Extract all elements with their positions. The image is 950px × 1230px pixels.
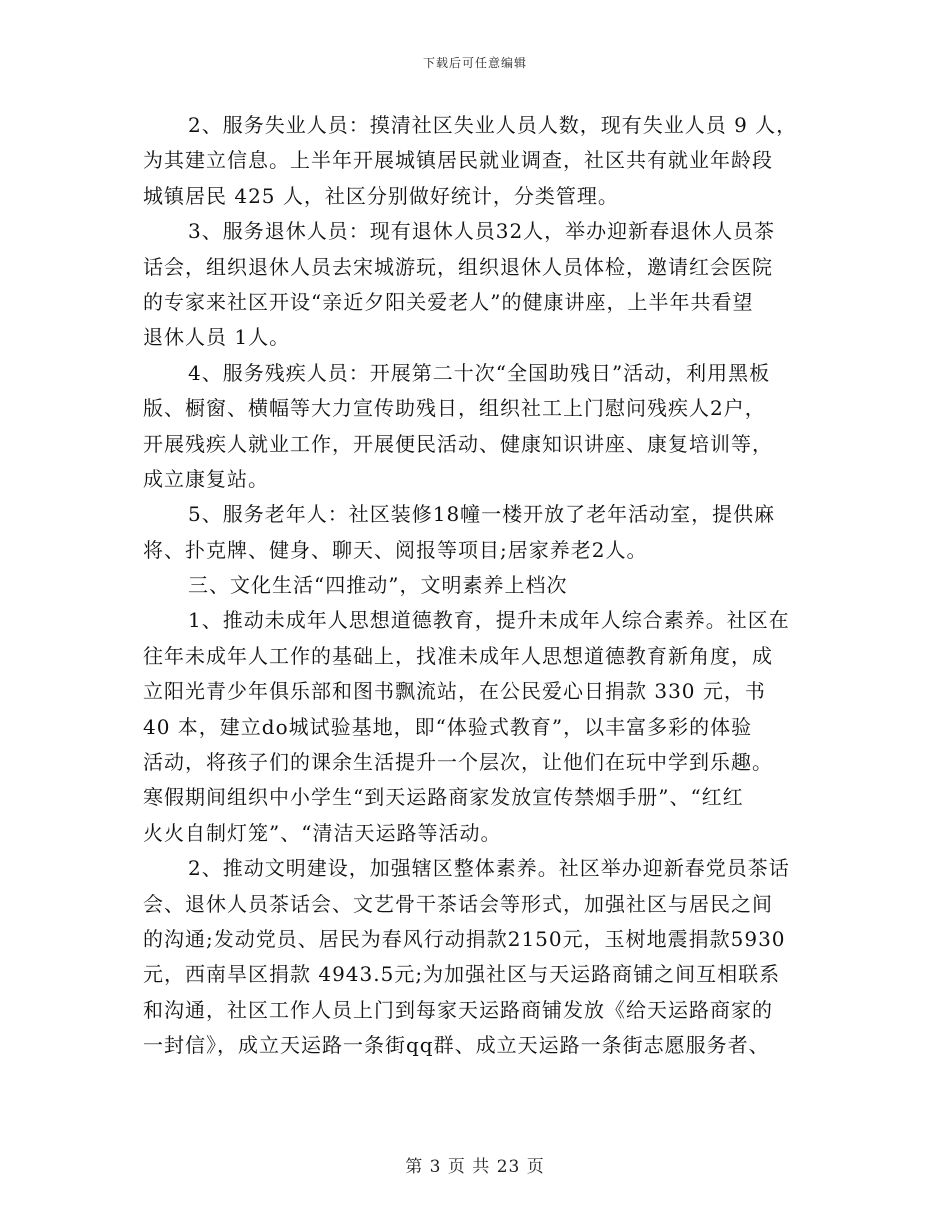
- text-line: 3、服务退休人员：现有退休人员32人，举办迎新春退休人员茶: [188, 219, 776, 244]
- text-line: 立阳光青少年俱乐部和图书飘流站，在公民爱心日捐款 330 元，书: [143, 679, 766, 704]
- text-line: 往年未成年人工作的基础上，找准未成年人思想道德教育新角度，成: [143, 643, 773, 668]
- header-note: 下载后可任意编辑: [422, 56, 527, 70]
- text-line: 的专家来社区开设“亲近夕阳关爱老人”的健康讲座，上半年共看望: [143, 289, 754, 314]
- text-line: 5、服务老年人：社区装修18幢一楼开放了老年活动室，提供麻: [188, 502, 776, 527]
- text-line: 开展残疾人就业工作，开展便民活动、健康知识讲座、康复培训等，: [143, 431, 773, 456]
- body-text: [143, 108, 823, 1064]
- text-line: 版、橱窗、横幅等大力宣传助残日，组织社工上门慰问残疾人2户，: [143, 396, 766, 421]
- text-line: 三、文化生活“四推动”，文明素养上档次: [188, 573, 568, 598]
- text-line: 2、服务失业人员：摸清社区失业人员人数，现有失业人员 9 人，: [188, 113, 798, 137]
- text-line: 城镇居民 425 人，社区分别做好统计，分类管理。: [143, 183, 619, 208]
- text-line: 活动，将孩子们的课余生活提升一个层次，让他们在玩中学到乐趣。: [143, 750, 773, 775]
- text-line: 4、服务残疾人员：开展第二十次“全国助残日”活动，利用黑板: [188, 360, 771, 385]
- text-line: 会、退休人员茶话会、文艺骨干茶话会等形式，加强社区与居民之间: [143, 891, 773, 916]
- text-line: 将、扑克牌、健身、聊天、阅报等项目;居家养老2人。: [143, 537, 648, 562]
- text-line: 一封信》，成立天运路一条街qq群、成立天运路一条街志愿服务者、: [143, 1033, 770, 1058]
- text-line: 退休人员 1人。: [143, 325, 291, 350]
- text-line: 和沟通，社区工作人员上门到每家天运路商铺发放《给天运路商家的: [143, 997, 773, 1022]
- text-line: 成立康复站。: [143, 466, 269, 491]
- text-line: 40 本，建立do城试验基地，即“体验式教育”，以丰富多彩的体验: [143, 714, 753, 739]
- text-line: 1、推动未成年人思想道德教育，提升未成年人综合素养。社区在: [188, 608, 790, 633]
- text-line: 为其建立信息。上半年开展城镇居民就业调查，社区共有就业年龄段: [143, 148, 773, 173]
- page-footer: 第 3 页 共 23 页: [405, 1157, 545, 1177]
- text-line: 元，西南旱区捐款 4943.5元;为加强社区与天运路商铺之间互相联系: [143, 962, 781, 987]
- text-line: 话会，组织退休人员去宋城游玩，组织退休人员体检，邀请红会医院: [143, 254, 773, 279]
- text-line: 寒假期间组织中小学生“到天运路商家发放宣传禁烟手册”、“红红: [143, 785, 744, 810]
- text-line: 2、推动文明建设，加强辖区整体素养。社区举办迎新春党员茶话: [188, 856, 790, 881]
- text-line: 的沟通;发动党员、居民为春风行动捐款2150元，玉树地震捐款5930: [143, 926, 786, 951]
- text-line: 火火自制灯笼”、“清洁天运路等活动。: [143, 820, 502, 845]
